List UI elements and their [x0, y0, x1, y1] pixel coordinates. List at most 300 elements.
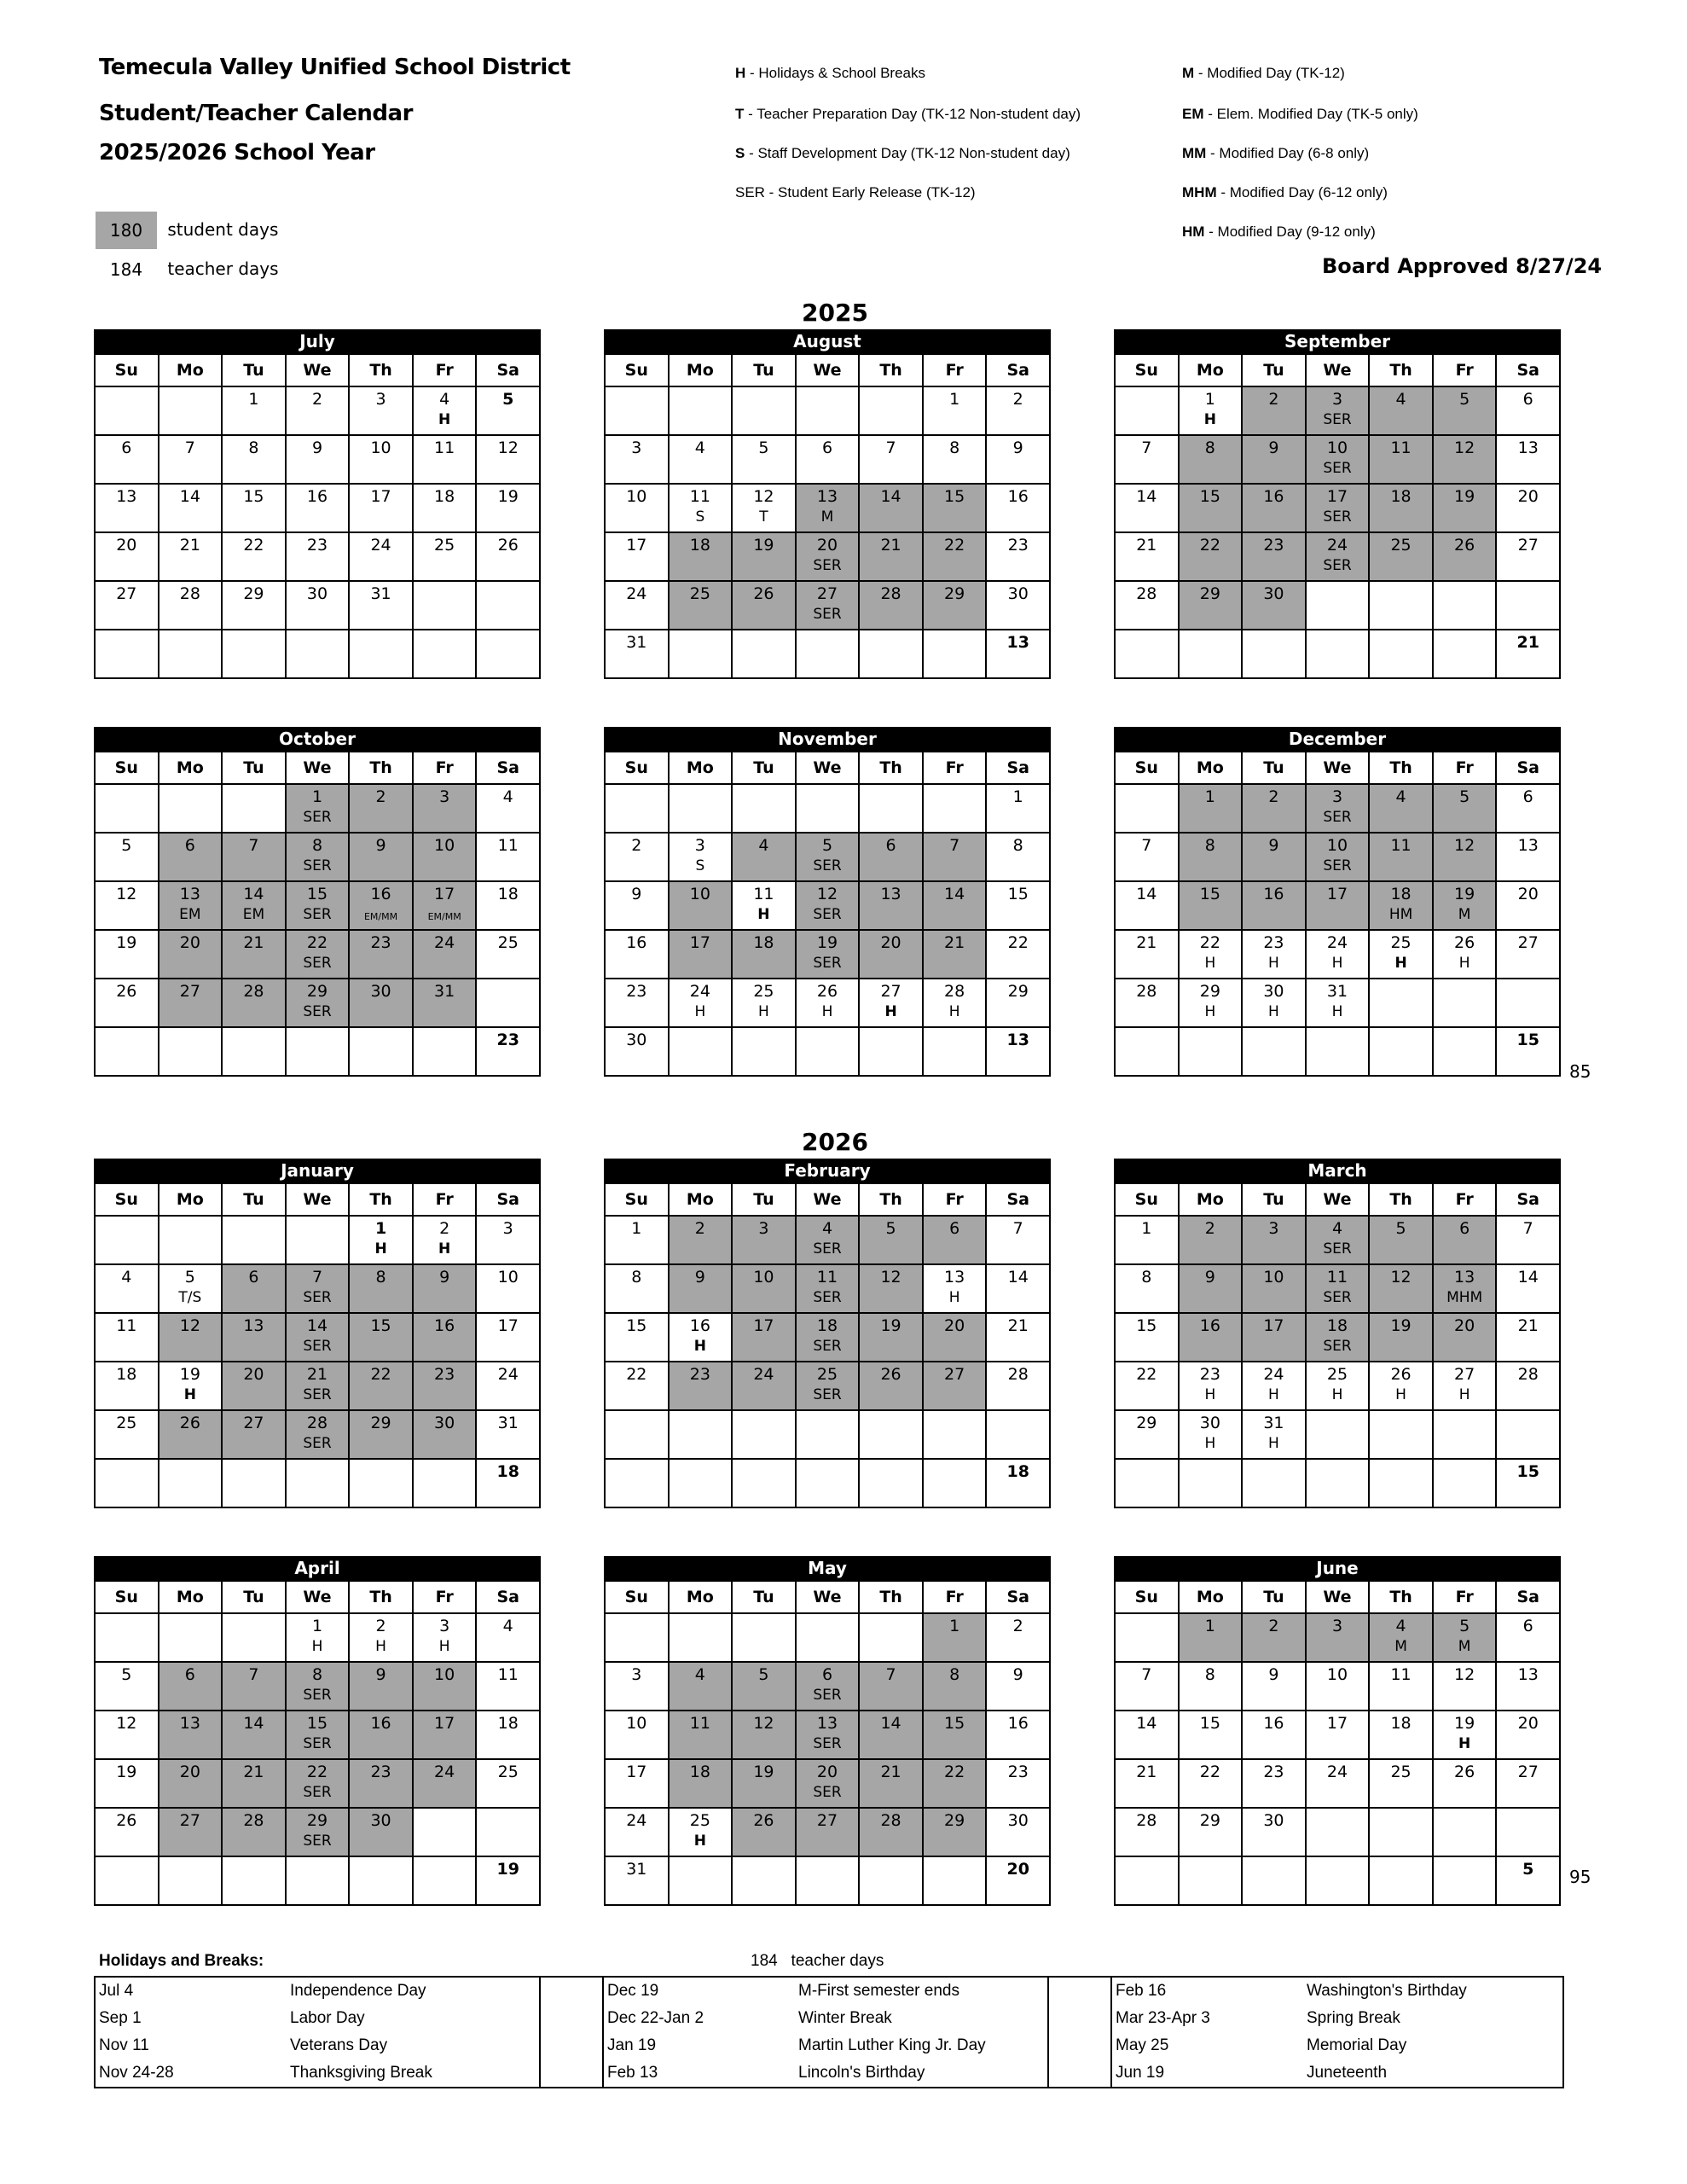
day-number: 18 — [1390, 885, 1412, 903]
day-cell — [96, 834, 159, 882]
day-number: 25 — [497, 933, 519, 952]
day-code: SER — [1323, 1338, 1352, 1355]
day-number: 27 — [1454, 1365, 1475, 1384]
day-code: H — [1458, 1735, 1471, 1752]
day-number: 22 — [944, 1763, 965, 1781]
day-cell — [287, 1711, 351, 1760]
day-number: 11 — [497, 1665, 519, 1684]
day-cell — [1434, 533, 1498, 582]
day-cell — [414, 882, 478, 931]
day-number: 3 — [694, 836, 705, 855]
empty-cell — [350, 1857, 414, 1906]
day-cell — [1116, 834, 1180, 882]
day-cell — [1243, 931, 1307, 979]
day-cell — [414, 533, 478, 582]
day-number: 9 — [694, 1268, 705, 1287]
day-number: 5 — [1459, 390, 1470, 409]
day-number: 29 — [944, 584, 965, 603]
day-code: SER — [813, 1735, 842, 1752]
day-number: 23 — [1263, 933, 1284, 952]
day-cell — [1307, 1314, 1371, 1362]
day-number: 8 — [1012, 836, 1023, 855]
day-code: H — [758, 1003, 769, 1020]
day-code: SER — [303, 1338, 332, 1355]
empty-cell — [733, 785, 797, 834]
day-number: 13 — [816, 487, 838, 506]
day-number: 11 — [1390, 836, 1412, 855]
day-code: M — [1458, 906, 1471, 923]
empty-cell — [96, 1217, 159, 1265]
month-total: 20 — [1006, 1860, 1029, 1879]
day-cell — [350, 387, 414, 436]
day-number: 26 — [116, 1811, 137, 1830]
day-cell — [1497, 1314, 1561, 1362]
day-cell — [670, 485, 733, 533]
day-number: 28 — [880, 1811, 901, 1830]
day-cell — [159, 485, 223, 533]
weekday-header: Th — [350, 1582, 414, 1614]
day-cell — [159, 979, 223, 1028]
weekday-header: Th — [860, 355, 924, 387]
day-cell — [1434, 1217, 1498, 1265]
legend-early-release: SER - Student Early Release (TK-12) — [735, 184, 976, 200]
day-code: SER — [303, 857, 332, 874]
day-cell — [96, 931, 159, 979]
day-cell — [797, 931, 861, 979]
student-days-row — [96, 212, 278, 249]
day-code: H — [693, 1338, 706, 1355]
day-number: 11 — [434, 439, 455, 457]
month-total: 21 — [1516, 633, 1539, 652]
empty-cell — [1497, 1857, 1561, 1906]
weekday-header: Sa — [477, 1184, 541, 1217]
month-september — [1114, 329, 1561, 679]
day-number: 30 — [1263, 982, 1284, 1001]
day-cell — [1180, 533, 1244, 582]
month-total: 23 — [496, 1031, 519, 1049]
empty-cell — [1243, 1857, 1307, 1906]
month-total: 18 — [496, 1462, 519, 1481]
day-number: 16 — [1263, 1714, 1284, 1733]
day-number: 5 — [885, 1219, 896, 1238]
day-number: 19 — [1454, 885, 1475, 903]
month-title: April — [94, 1556, 541, 1580]
day-cell — [733, 1362, 797, 1411]
day-number: 24 — [1326, 933, 1348, 952]
day-number: 27 — [1517, 933, 1539, 952]
empty-cell — [860, 785, 924, 834]
day-number: 28 — [243, 982, 264, 1001]
empty-cell — [733, 1028, 797, 1077]
day-code: SER — [813, 1784, 842, 1801]
day-number: 14 — [1136, 1714, 1157, 1733]
month-grid — [1114, 353, 1561, 679]
day-cell — [1370, 1711, 1434, 1760]
day-cell — [733, 882, 797, 931]
day-cell — [1243, 834, 1307, 882]
day-number: 24 — [370, 536, 391, 555]
day-number: 15 — [370, 1316, 391, 1335]
day-number: 29 — [306, 1811, 328, 1830]
day-cell — [670, 1809, 733, 1857]
day-number: 28 — [944, 982, 965, 1001]
weekday-header: Sa — [1497, 1582, 1561, 1614]
weekday-header: Tu — [733, 1184, 797, 1217]
day-cell — [670, 582, 733, 630]
day-code: SER — [813, 857, 842, 874]
day-number: 7 — [885, 1665, 896, 1684]
day-number: 7 — [1141, 439, 1152, 457]
day-cell — [287, 1663, 351, 1711]
day-number: 25 — [689, 1811, 710, 1830]
empty-cell — [1370, 1809, 1434, 1857]
day-number: 11 — [497, 836, 519, 855]
holiday-row: Nov 11 Veterans Day — [99, 2036, 388, 2054]
day-cell — [1180, 931, 1244, 979]
empty-cell — [477, 1460, 541, 1508]
empty-cell — [670, 1857, 733, 1906]
empty-cell — [1434, 1411, 1498, 1460]
day-cell — [1497, 485, 1561, 533]
day-cell — [733, 834, 797, 882]
day-number: 20 — [1517, 487, 1539, 506]
day-cell — [287, 785, 351, 834]
day-number: 3 — [375, 390, 386, 409]
day-cell — [733, 436, 797, 485]
month-title: January — [94, 1159, 541, 1182]
day-number: 28 — [880, 584, 901, 603]
weekday-header: Mo — [1180, 355, 1244, 387]
empty-cell — [1116, 630, 1180, 679]
day-cell — [223, 931, 287, 979]
day-cell — [1180, 1217, 1244, 1265]
day-number: 23 — [689, 1365, 710, 1384]
day-code: SER — [1323, 460, 1352, 477]
weekday-header: Sa — [1497, 355, 1561, 387]
day-number: 17 — [626, 536, 647, 555]
day-number: 28 — [243, 1811, 264, 1830]
day-code: SER — [813, 1289, 842, 1306]
day-code: SER — [303, 1289, 332, 1306]
day-number: 16 — [626, 933, 647, 952]
day-cell — [1180, 1663, 1244, 1711]
day-number: 20 — [816, 536, 838, 555]
weekday-header: Tu — [223, 1582, 287, 1614]
day-number: 6 — [184, 836, 195, 855]
day-cell — [223, 387, 287, 436]
day-code: SER — [1323, 1289, 1352, 1306]
weekday-header: Su — [606, 355, 670, 387]
day-number: 11 — [1390, 439, 1412, 457]
day-cell — [350, 979, 414, 1028]
day-cell — [1497, 931, 1561, 979]
day-number: 23 — [1199, 1365, 1220, 1384]
day-cell — [477, 785, 541, 834]
month-february — [604, 1159, 1051, 1508]
day-cell — [606, 1760, 670, 1809]
empty-cell — [223, 1028, 287, 1077]
day-number: 19 — [753, 1763, 774, 1781]
day-cell — [733, 582, 797, 630]
day-code: H — [375, 1638, 386, 1655]
weekday-header: Fr — [1434, 752, 1498, 785]
day-code: H — [1458, 955, 1470, 972]
day-number: 25 — [1390, 1763, 1412, 1781]
semester-2-total: 95 — [1569, 1867, 1591, 1887]
day-cell — [1116, 533, 1180, 582]
empty-cell — [1307, 582, 1371, 630]
empty-cell — [350, 630, 414, 679]
day-cell — [1243, 882, 1307, 931]
empty-cell — [159, 1857, 223, 1906]
day-number: 23 — [1263, 536, 1284, 555]
weekday-header: Sa — [987, 355, 1051, 387]
day-cell — [96, 1411, 159, 1460]
day-code: H — [1268, 1003, 1279, 1020]
day-cell — [223, 1314, 287, 1362]
day-number: 19 — [116, 933, 137, 952]
day-number: 21 — [306, 1365, 328, 1384]
legend-modified: M - Modified Day (TK-12) — [1182, 65, 1345, 81]
day-number: 21 — [944, 933, 965, 952]
empty-cell — [223, 785, 287, 834]
holiday-row: Nov 24-28 Thanksgiving Break — [99, 2064, 432, 2082]
day-code: SER — [303, 1435, 332, 1452]
day-number: 15 — [1199, 885, 1220, 903]
day-number: 7 — [248, 836, 259, 855]
day-number: 31 — [626, 633, 647, 652]
day-number: 28 — [1136, 1811, 1157, 1830]
day-number: 13 — [1517, 1665, 1539, 1684]
day-number: 3 — [631, 439, 642, 457]
day-cell — [733, 979, 797, 1028]
day-number: 20 — [816, 1763, 838, 1781]
day-number: 15 — [306, 1714, 328, 1733]
day-number: 9 — [1204, 1268, 1215, 1287]
day-number: 1 — [1012, 787, 1023, 806]
day-number: 26 — [880, 1365, 901, 1384]
day-number: 2 — [439, 1219, 450, 1238]
empty-cell — [733, 630, 797, 679]
day-cell — [1370, 1760, 1434, 1809]
weekday-header: Fr — [1434, 1184, 1498, 1217]
empty-cell — [670, 1460, 733, 1508]
day-number: 12 — [816, 885, 838, 903]
legend-hs-modified: HM - Modified Day (9-12 only) — [1182, 224, 1376, 240]
empty-cell — [350, 1028, 414, 1077]
day-cell — [1243, 436, 1307, 485]
weekday-header: Su — [606, 1582, 670, 1614]
month-november — [604, 727, 1051, 1077]
empty-cell — [96, 1460, 159, 1508]
day-number: 8 — [248, 439, 259, 457]
day-number: 3 — [758, 1219, 769, 1238]
day-number: 21 — [179, 536, 200, 555]
day-cell — [1434, 1314, 1498, 1362]
day-number: 17 — [434, 1714, 455, 1733]
day-code: SER — [813, 955, 842, 972]
weekday-header: We — [797, 752, 861, 785]
weekday-header: We — [797, 1184, 861, 1217]
day-number: 29 — [944, 1811, 965, 1830]
day-cell — [159, 1265, 223, 1314]
empty-cell — [1370, 979, 1434, 1028]
day-number: 30 — [1007, 584, 1029, 603]
day-cell — [1180, 785, 1244, 834]
empty-cell — [1116, 785, 1180, 834]
empty-cell — [606, 1614, 670, 1663]
day-number: 13 — [1454, 1268, 1475, 1287]
day-number: 9 — [1012, 1665, 1023, 1684]
day-number: 29 — [1136, 1414, 1157, 1432]
day-cell — [1434, 485, 1498, 533]
day-cell — [96, 1711, 159, 1760]
day-cell — [1180, 1411, 1244, 1460]
day-code: S — [695, 508, 705, 526]
weekday-header: Fr — [414, 752, 478, 785]
empty-cell — [1497, 979, 1561, 1028]
empty-cell — [1180, 630, 1244, 679]
day-cell — [350, 1663, 414, 1711]
day-number: 10 — [370, 439, 391, 457]
day-code: H — [374, 1240, 387, 1258]
day-number: 27 — [179, 982, 200, 1001]
day-number: 14 — [306, 1316, 328, 1335]
day-cell — [1180, 1711, 1244, 1760]
month-grid — [604, 353, 1051, 679]
weekday-header: Su — [606, 1184, 670, 1217]
day-cell — [414, 387, 478, 436]
day-number: 11 — [753, 885, 774, 903]
day-number: 29 — [1199, 1811, 1220, 1830]
day-number: 9 — [311, 439, 323, 457]
day-code: H — [1458, 1386, 1470, 1403]
day-cell — [1370, 882, 1434, 931]
day-number: 14 — [1136, 885, 1157, 903]
day-code: H — [1331, 1386, 1343, 1403]
day-cell — [350, 834, 414, 882]
day-number: 26 — [1454, 933, 1475, 952]
day-number: 28 — [1136, 584, 1157, 603]
day-number: 8 — [1204, 836, 1215, 855]
day-cell — [287, 1265, 351, 1314]
day-cell — [860, 436, 924, 485]
weekday-header: Fr — [1434, 1582, 1498, 1614]
day-number: 2 — [1012, 390, 1023, 409]
day-code: SER — [813, 1240, 842, 1258]
empty-cell — [414, 1028, 478, 1077]
weekday-header: Fr — [1434, 355, 1498, 387]
day-cell — [1497, 785, 1561, 834]
day-code: H — [884, 1003, 897, 1020]
day-cell — [223, 485, 287, 533]
empty-cell — [1243, 1028, 1307, 1077]
day-cell — [987, 1711, 1051, 1760]
day-cell — [350, 1760, 414, 1809]
day-cell — [670, 882, 733, 931]
day-number: 6 — [821, 439, 833, 457]
day-cell — [733, 1314, 797, 1362]
month-grid — [1114, 751, 1561, 1077]
day-cell — [987, 1614, 1051, 1663]
month-grid — [1114, 1580, 1561, 1906]
day-number: 14 — [243, 1714, 264, 1733]
day-cell — [606, 533, 670, 582]
empty-cell — [860, 1411, 924, 1460]
day-number: 6 — [1522, 1617, 1533, 1635]
day-number: 7 — [1012, 1219, 1023, 1238]
day-cell — [1497, 436, 1561, 485]
day-number: 14 — [880, 1714, 901, 1733]
empty-cell — [1434, 1460, 1498, 1508]
day-cell — [797, 1362, 861, 1411]
day-cell — [477, 1760, 541, 1809]
day-number: 16 — [1199, 1316, 1220, 1335]
day-number: 24 — [434, 1763, 455, 1781]
day-code: H — [1331, 955, 1343, 972]
weekday-header: We — [287, 1582, 351, 1614]
day-cell — [1116, 1663, 1180, 1711]
day-number: 4 — [694, 439, 705, 457]
day-number: 30 — [1007, 1811, 1029, 1830]
day-cell — [1116, 1809, 1180, 1857]
day-number: 22 — [370, 1365, 391, 1384]
day-cell — [987, 1314, 1051, 1362]
day-number: 20 — [179, 933, 200, 952]
day-cell — [733, 1663, 797, 1711]
day-cell — [1307, 485, 1371, 533]
day-code: SER — [1323, 809, 1352, 826]
empty-cell — [733, 1857, 797, 1906]
day-cell — [414, 1663, 478, 1711]
empty-cell — [1497, 1809, 1561, 1857]
day-cell — [1180, 1614, 1244, 1663]
day-cell — [1116, 979, 1180, 1028]
day-cell — [223, 979, 287, 1028]
empty-cell — [1307, 1028, 1371, 1077]
day-cell — [96, 1809, 159, 1857]
day-number: 23 — [306, 536, 328, 555]
empty-cell — [924, 1460, 988, 1508]
day-code: H — [694, 1003, 706, 1020]
day-number: 23 — [1007, 536, 1029, 555]
day-cell — [350, 1314, 414, 1362]
day-cell — [1434, 436, 1498, 485]
day-number: 23 — [370, 1763, 391, 1781]
day-number: 5 — [121, 1665, 132, 1684]
day-number: 11 — [1326, 1268, 1348, 1287]
day-number: 20 — [944, 1316, 965, 1335]
weekday-header: Tu — [1243, 752, 1307, 785]
day-cell — [477, 1663, 541, 1711]
day-number: 11 — [689, 1714, 710, 1733]
holiday-row: Jan 19 Martin Luther King Jr. Day — [607, 2036, 986, 2054]
day-number: 15 — [1199, 1714, 1220, 1733]
day-cell — [223, 533, 287, 582]
empty-cell — [159, 785, 223, 834]
day-cell — [350, 1809, 414, 1857]
month-total: 13 — [1006, 1031, 1029, 1049]
empty-cell — [96, 387, 159, 436]
month-december — [1114, 727, 1561, 1077]
day-cell — [287, 1411, 351, 1460]
legend-teacher-prep: T - Teacher Preparation Day (TK-12 Non-student day) — [735, 106, 1081, 122]
day-number: 22 — [306, 933, 328, 952]
year-heading-2025: 2025 — [802, 299, 868, 327]
day-code: MHM — [1446, 1289, 1483, 1306]
day-number: 23 — [626, 982, 647, 1001]
day-cell — [1370, 533, 1434, 582]
